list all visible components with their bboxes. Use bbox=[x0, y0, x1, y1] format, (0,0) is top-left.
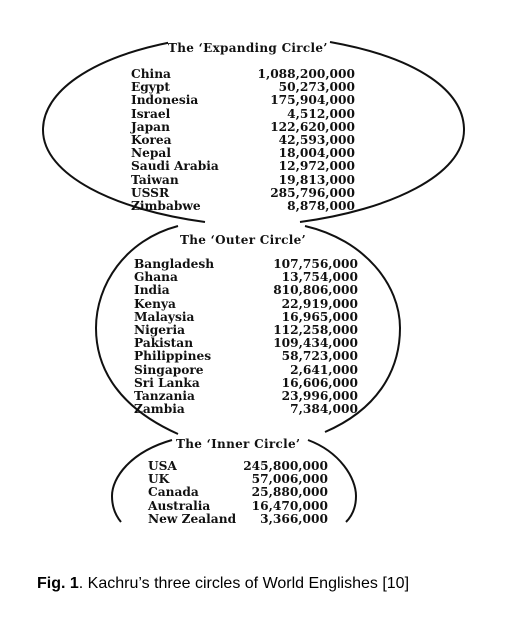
country-name: Nigeria bbox=[134, 323, 185, 338]
country-name: Philippines bbox=[134, 349, 212, 364]
population-value: 16,606,000 bbox=[281, 375, 358, 390]
country-name: Nepal bbox=[131, 146, 171, 161]
table-row bbox=[148, 500, 328, 513]
table-row bbox=[134, 364, 358, 377]
country-name: Bangladesh bbox=[134, 257, 215, 271]
country-name: New Zealand bbox=[148, 511, 237, 526]
population-value: 245,800,000 bbox=[243, 459, 328, 473]
table-row bbox=[134, 350, 358, 363]
population-value: 16,470,000 bbox=[251, 498, 328, 513]
caption-text: . Kachru’s three circles of World Englishes [10] bbox=[78, 575, 410, 592]
outer-circle-title: The ‘Outer Circle’ bbox=[180, 233, 307, 247]
table-row bbox=[134, 403, 358, 416]
table-row bbox=[134, 298, 358, 311]
country-name: Saudi Arabia bbox=[131, 159, 219, 174]
country-name: Ghana bbox=[134, 270, 178, 285]
population-value: 25,880,000 bbox=[251, 485, 328, 500]
table-row bbox=[131, 174, 355, 187]
country-name: UK bbox=[148, 472, 170, 487]
population-value: 4,512,000 bbox=[287, 106, 355, 121]
table-row bbox=[131, 160, 355, 173]
country-name: USSR bbox=[131, 185, 170, 200]
inner-circle-table bbox=[148, 460, 328, 526]
country-name: Zimbabwe bbox=[131, 199, 201, 214]
population-value: 7,384,000 bbox=[290, 402, 358, 417]
population-value: 22,919,000 bbox=[281, 296, 358, 311]
country-name: China bbox=[131, 67, 171, 81]
population-value: 58,723,000 bbox=[281, 349, 358, 364]
population-value: 42,593,000 bbox=[278, 133, 355, 148]
table-row bbox=[148, 486, 328, 499]
table-row bbox=[134, 284, 358, 297]
population-value: 175,904,000 bbox=[270, 93, 355, 108]
population-value: 2,641,000 bbox=[290, 362, 358, 377]
country-name: Taiwan bbox=[131, 172, 179, 187]
country-name: Malaysia bbox=[134, 309, 195, 324]
country-name: Sri Lanka bbox=[134, 375, 200, 390]
population-value: 1,088,200,000 bbox=[257, 67, 355, 81]
population-value: 16,965,000 bbox=[281, 309, 358, 324]
population-value: 12,972,000 bbox=[278, 159, 355, 174]
table-row bbox=[131, 108, 355, 121]
inner-circle-title: The ‘Inner Circle’ bbox=[176, 437, 301, 451]
country-name: Singapore bbox=[134, 362, 204, 377]
country-name: Egypt bbox=[131, 80, 171, 95]
population-value: 50,273,000 bbox=[278, 80, 355, 95]
table-row bbox=[131, 94, 355, 107]
country-name: Kenya bbox=[134, 296, 176, 311]
figure-label: Fig. 1 bbox=[37, 575, 79, 592]
population-value: 3,366,000 bbox=[260, 511, 328, 526]
population-value: 23,996,000 bbox=[281, 389, 358, 404]
population-value: 112,258,000 bbox=[273, 323, 358, 338]
country-name: Japan bbox=[131, 119, 170, 134]
population-value: 19,813,000 bbox=[278, 172, 355, 187]
country-name: Korea bbox=[131, 133, 172, 148]
population-value: 285,796,000 bbox=[270, 185, 355, 200]
outer-circle-table bbox=[134, 258, 358, 416]
population-value: 8,878,000 bbox=[287, 199, 355, 214]
population-value: 107,756,000 bbox=[273, 257, 358, 271]
figure-caption bbox=[37, 575, 409, 593]
population-value: 109,434,000 bbox=[273, 336, 358, 351]
population-value: 122,620,000 bbox=[270, 119, 355, 134]
country-name: Australia bbox=[148, 498, 211, 513]
population-value: 13,754,000 bbox=[281, 270, 358, 285]
table-row bbox=[131, 200, 355, 213]
country-name: Canada bbox=[148, 485, 199, 500]
country-name: Tanzania bbox=[134, 389, 195, 404]
country-name: Zambia bbox=[134, 402, 185, 417]
expanding-circle-title: The ‘Expanding Circle’ bbox=[168, 41, 328, 55]
country-name: USA bbox=[148, 459, 177, 473]
population-value: 810,806,000 bbox=[273, 283, 358, 298]
country-name: Israel bbox=[131, 106, 171, 121]
population-value: 18,004,000 bbox=[278, 146, 355, 161]
table-row bbox=[148, 513, 328, 526]
population-value: 57,006,000 bbox=[251, 472, 328, 487]
country-name: Pakistan bbox=[134, 336, 194, 351]
expanding-circle-table bbox=[131, 68, 355, 213]
country-name: Indonesia bbox=[131, 93, 199, 108]
country-name: India bbox=[134, 283, 170, 298]
